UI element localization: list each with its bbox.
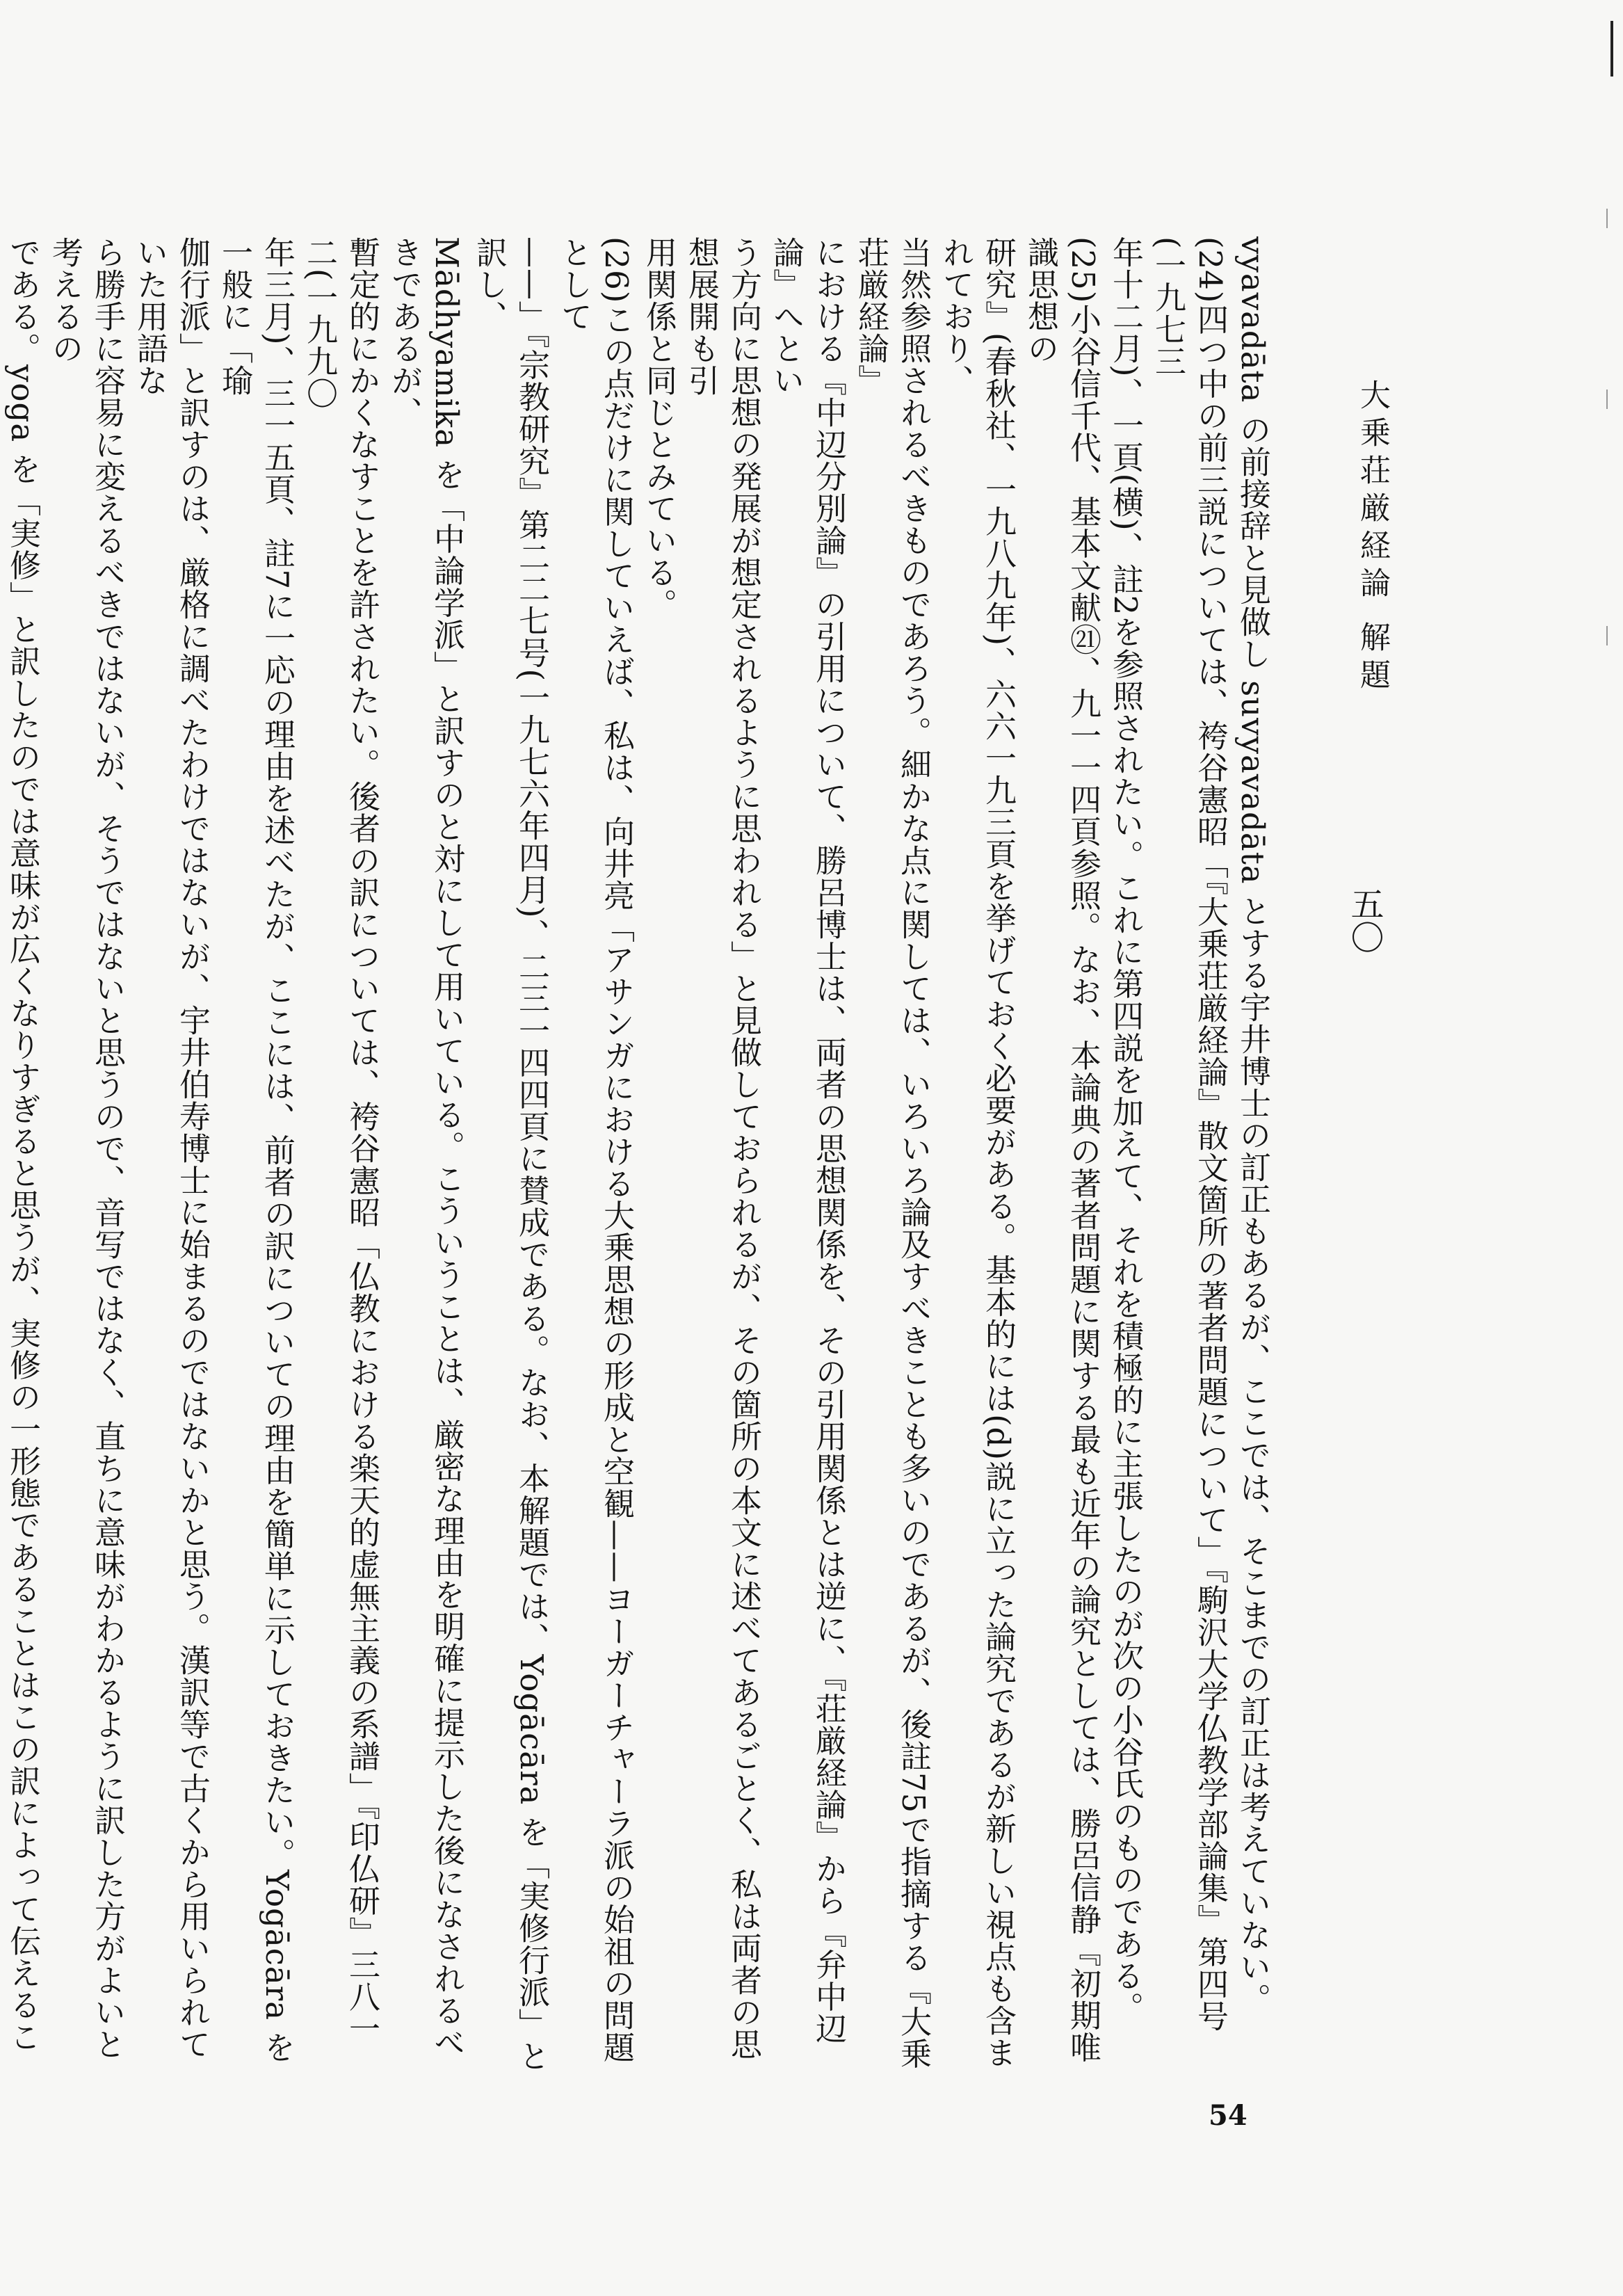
text-line: 年十二月)、一頁(横)、註2を参照されたい。これに第四説を加えて、それを積極的に主張したのが次の小谷氏のものである。 bbox=[1107, 236, 1144, 2024]
text-line: う方向に思想の発展が想定されるように思われる」と見做しておられるが、その箇所の本文に述べてあるごとく、私は両者の思想展開も引 bbox=[683, 236, 762, 2060]
scan-edge-dash bbox=[1606, 390, 1608, 409]
scan-edge-mark bbox=[1610, 21, 1613, 77]
text-line: (25)小谷信千代、基本文献㉑、九一一四頁参照。なお、本論典の著者問題に関する最も近年の論究としては、勝呂信静『初期唯識思想の bbox=[1022, 236, 1101, 2064]
notes-text-block bbox=[4, 236, 1274, 2073]
text-line: 用関係と同じとみている。 bbox=[640, 236, 677, 620]
text-line: ら勝手に容易に変えるべきではないが、そうではないと思うので、音写ではなく、直ちに意味がわかるように訳した方がよいと考えるの bbox=[47, 236, 126, 2060]
page-number: 54 bbox=[1209, 2099, 1247, 2132]
text-line: における『中辺分別論』の引用について、勝呂博士は、両者の思想関係を、その引用関係とは逆に、『荘厳経論』から『弁中辺論』へとい bbox=[768, 236, 847, 2045]
text-line: 当然参照されるべきものであろう。細かな点に関しては、いろいろ論及すべきことも多いのであるが、後註75で指摘する『大乗荘厳経論』 bbox=[853, 236, 932, 2070]
text-line: である。yoga を「実修」と訳したのでは意味が広くなりすぎると思うが、実修の一形態であることはこの訳によって伝えるこ bbox=[4, 236, 41, 2053]
text-line: 年三月)、三一五頁、註7に一応の理由を述べたが、ここには、前者の訳についての理由を簡単に示しておきたい。Yogācāra を一般に「瑜 bbox=[216, 236, 296, 2064]
text-line: Mādhyamika を「中論学派」と訳すのと対にして用いている。こういうことは、厳密な理由を明確に提示した後になされるべきであるが、 bbox=[386, 236, 465, 2059]
text-line: 伽行派」と訳すのは、厳格に調べたわけではないが、宇井伯寿博士に始まるのではないかと思う。漢訳等で古くから用いられていた用語な bbox=[131, 236, 211, 2060]
running-head: 大乗荘厳経論 解題 bbox=[1355, 379, 1390, 696]
text-line: 暫定的にかくなすことを許されたい。後者の訳については、袴谷憲昭「仏教における楽天的虚無主義の系譜」『印仏研』三八一二(一九九〇 bbox=[301, 236, 380, 2045]
text-line: ——」『宗教研究』第二二七号(一九七六年四月)、二三一四四頁に賛成である。なお、本解題では、Yogācāra を「実修行派」と訳し、 bbox=[471, 236, 550, 2072]
scan-edge-dash bbox=[1606, 626, 1608, 645]
text-line: 研究』(春秋社、一九八九年)、六六一九三頁を挙げておく必要がある。基本的には(d)説に立った論究であるが新しい視点も含まれており、 bbox=[937, 236, 1017, 2069]
text-line: (24)四つ中の前三説については、袴谷憲昭「『大乗荘厳経論』散文箇所の著者問題について」『駒沢大学仏教学部論集』第四号(一九七三 bbox=[1149, 236, 1229, 2032]
folio-kanji: 五〇 bbox=[1345, 887, 1384, 954]
scan-edge-dash bbox=[1606, 209, 1608, 228]
text-line: (26)この点だけに関していえば、私は、向井亮「アサンガにおける大乗思想の形成と空観——ヨーガーチャーラ派の始祖の問題として bbox=[556, 236, 635, 2064]
text-line: vyavadāta の前接辞と見做し suvyavadāta とする宇井博士の訂正もあるが、ここでは、そこまでの訂正は考えていない。 bbox=[1234, 236, 1271, 2015]
